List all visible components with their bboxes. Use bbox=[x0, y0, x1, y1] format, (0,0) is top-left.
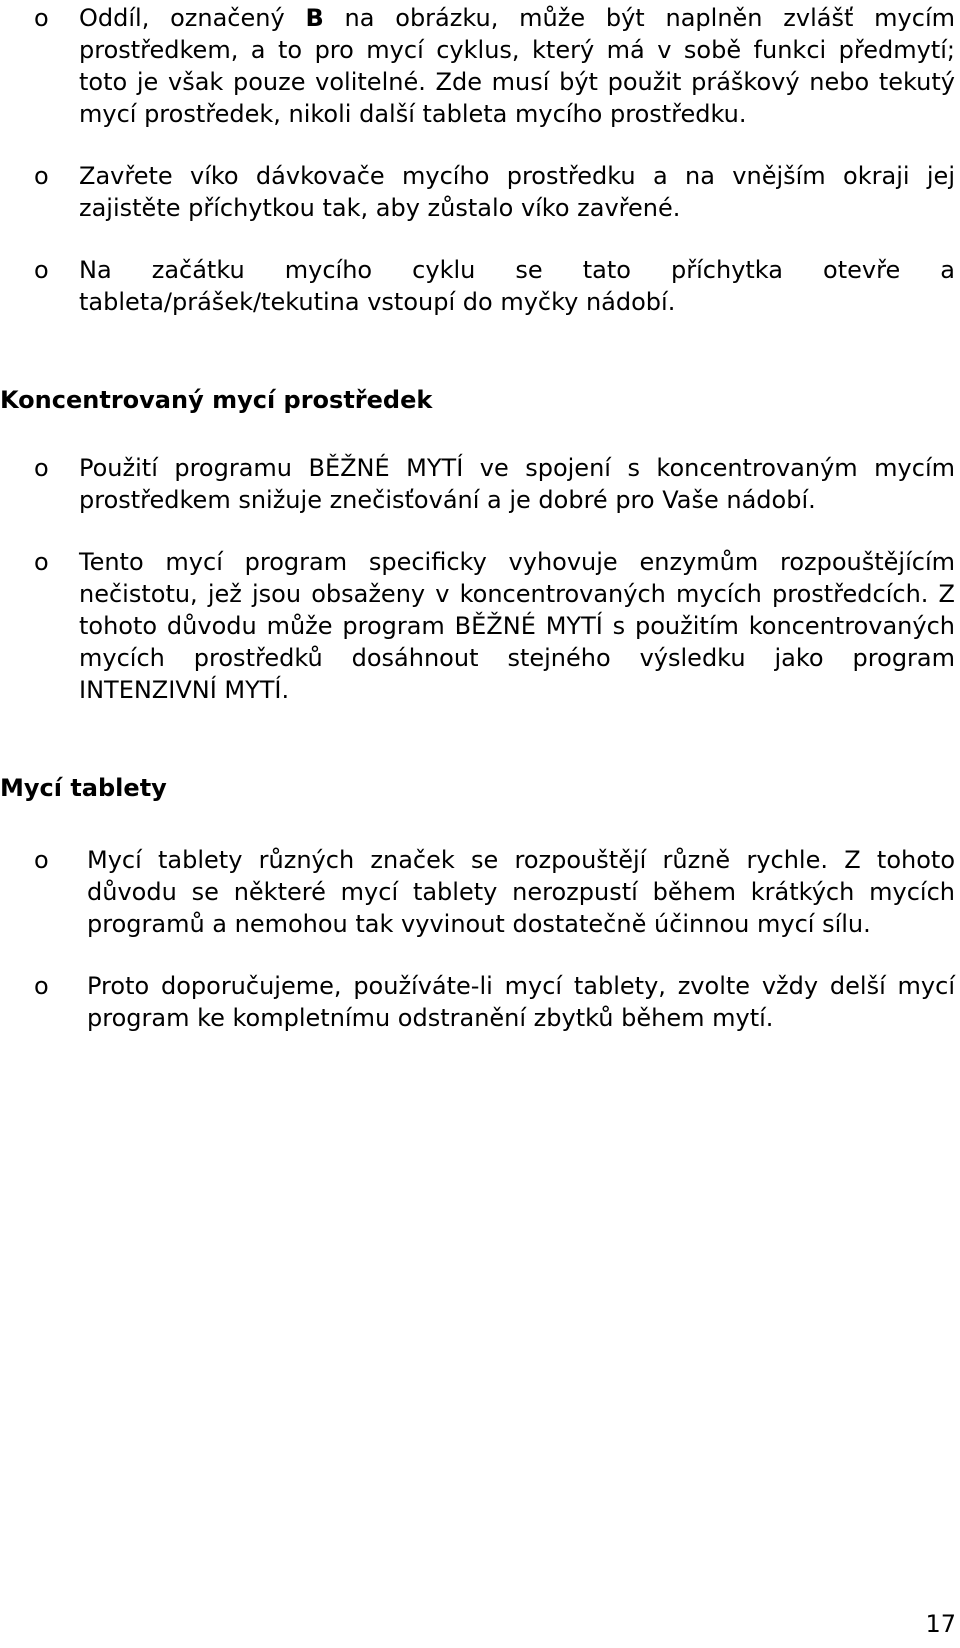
list-item bbox=[0, 452, 960, 516]
list-item-text: Oddíl, označený B na obrázku, může být naplněn zvlášť mycím prostředkem, a to pro mycí cyklus, který má v sobě funkci předmytí; toto je však pouze volitelné. Zde musí být použit práškový nebo tekutý mycí prostředek, nikoli další tableta mycího prostředku. bbox=[79, 4, 955, 128]
list-item-text: Zavřete víko dávkovače mycího prostředku a na vnějším okraji jej zajistěte příchytkou tak, aby zůstalo víko zavřené. bbox=[79, 162, 955, 222]
bullet-marker: o bbox=[34, 4, 49, 32]
list-item-text: Proto doporučujeme, používáte-li mycí tablety, zvolte vždy delší mycí program ke kompletnímu odstranění zbytků během mytí. bbox=[87, 972, 955, 1032]
list-item bbox=[0, 2, 960, 130]
concentrated-detergent-section bbox=[0, 452, 960, 706]
bullet-marker: o bbox=[34, 972, 49, 1000]
list-item bbox=[0, 546, 960, 706]
bullet-marker: o bbox=[34, 162, 49, 190]
list-item bbox=[0, 160, 960, 224]
bullet-marker: o bbox=[34, 256, 49, 284]
page-number: 17 bbox=[925, 1610, 956, 1638]
section-heading-concentrated-detergent: Koncentrovaný mycí prostředek bbox=[0, 386, 433, 414]
detergent-tablets-section bbox=[0, 844, 960, 1034]
list-item bbox=[0, 844, 960, 940]
list-item-text: Tento mycí program specificky vyhovuje enzymům rozpouštějícím nečistotu, jež jsou obsaženy v koncentrovaných mycích prostředcích. Z tohoto důvodu může program BĚŽNÉ MYTÍ s použitím koncentrovaných mycích prostředků dosáhnout stejného výsledku jako program INTENZIVNÍ MYTÍ. bbox=[79, 548, 955, 704]
list-item bbox=[0, 970, 960, 1034]
bullet-marker: o bbox=[34, 846, 49, 874]
compartment-label: B bbox=[305, 4, 324, 32]
bullet-marker: o bbox=[34, 454, 49, 482]
list-item-text: Použití programu BĚŽNÉ MYTÍ ve spojení s koncentrovaným mycím prostředkem snižuje znečisťování a je dobré pro Vaše nádobí. bbox=[79, 454, 955, 514]
list-item-text: Mycí tablety různých značek se rozpouštějí různě rychle. Z tohoto důvodu se některé mycí tablety nerozpustí během krátkých mycích programů a nemohou tak vyvinout dostatečně účinnou mycí sílu. bbox=[87, 846, 955, 938]
detergent-dispenser-section bbox=[0, 2, 960, 318]
section-heading-detergent-tablets: Mycí tablety bbox=[0, 774, 167, 802]
list-item-text: Na začátku mycího cyklu se tato příchytka otevře a tableta/prášek/tekutina vstoupí do myčky nádobí. bbox=[79, 256, 955, 316]
bullet-marker: o bbox=[34, 548, 49, 576]
list-item bbox=[0, 254, 960, 318]
